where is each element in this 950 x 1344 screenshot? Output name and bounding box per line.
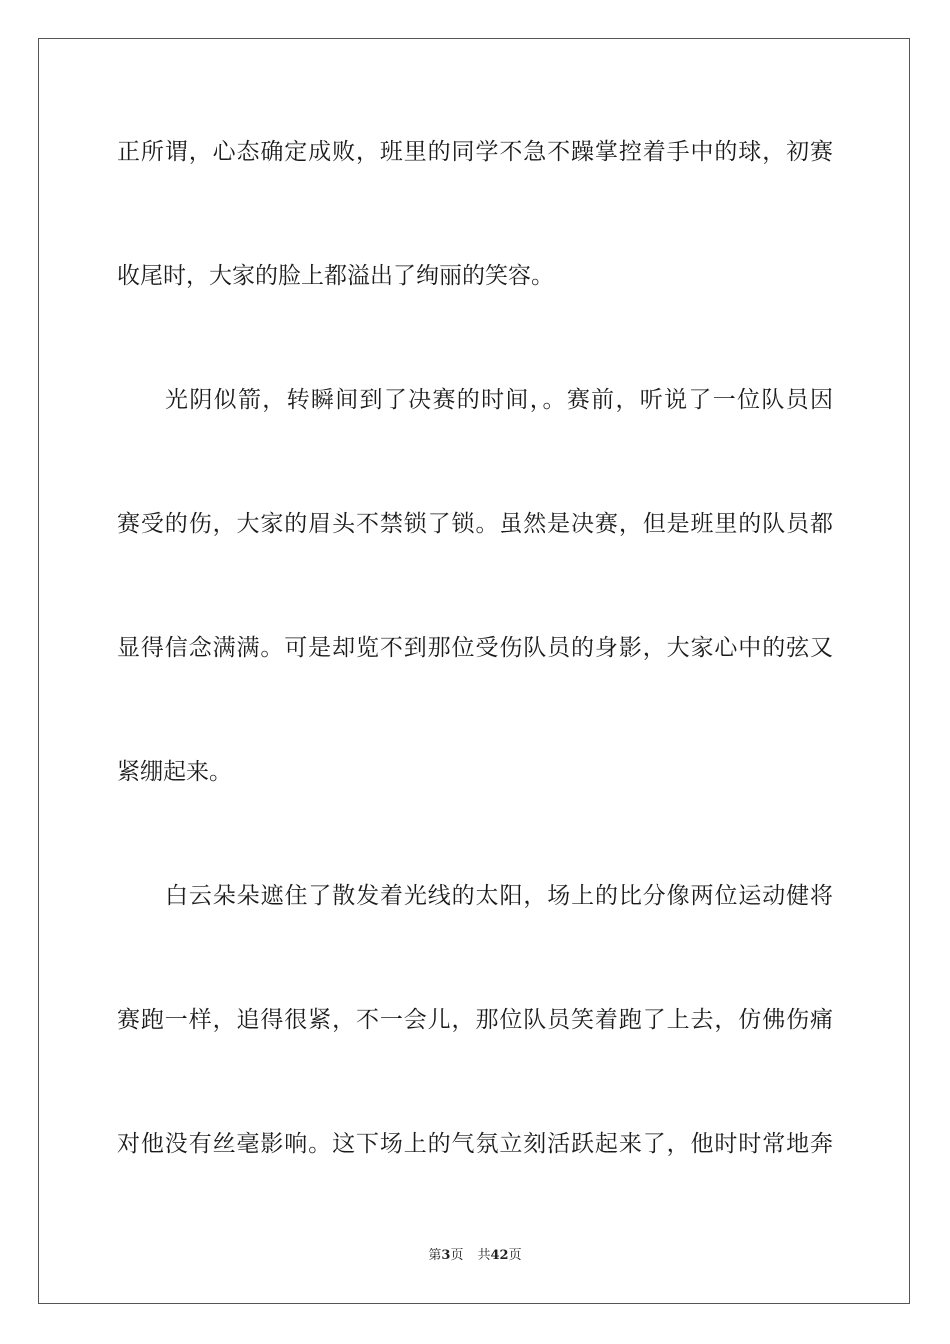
footer-page-suffix: 页	[450, 1248, 464, 1263]
page-border	[38, 38, 910, 1304]
text-line-4: 赛受的伤，大家的眉头不禁锁了锁。虽然是决赛，但是班里的队员都	[117, 511, 833, 537]
text-line-7: 白云朵朵遮住了散发着光线的太阳，场上的比分像两位运动健将	[165, 883, 833, 909]
footer-page-total: 42	[490, 1248, 509, 1263]
text-line-9: 对他没有丝毫影响。这下场上的气氛立刻活跃起来了，他时时常地奔	[117, 1131, 833, 1157]
footer-page-current: 3	[441, 1248, 451, 1263]
text-line-2: 收尾时，大家的脸上都溢出了绚丽的笑容。	[117, 263, 554, 289]
footer-page-prefix: 第	[428, 1248, 442, 1263]
text-line-5: 显得信念满满。可是却览不到那位受伤队员的身影，大家心中的弦又	[117, 635, 833, 661]
text-line-6: 紧绷起来。	[117, 759, 232, 785]
text-line-1: 正所谓，心态确定成败，班里的同学不急不躁掌控着手中的球，初赛	[117, 139, 833, 165]
text-line-3: 光阴似箭，转瞬间到了决赛的时间，。赛前，听说了一位队员因	[165, 387, 833, 413]
footer-total-suffix: 页	[508, 1248, 522, 1263]
page-footer	[0, 1246, 950, 1266]
text-line-8: 赛跑一样，追得很紧，不一会儿，那位队员笑着跑了上去，仿佛伤痛	[117, 1007, 833, 1033]
footer-total-prefix: 共	[477, 1248, 491, 1263]
